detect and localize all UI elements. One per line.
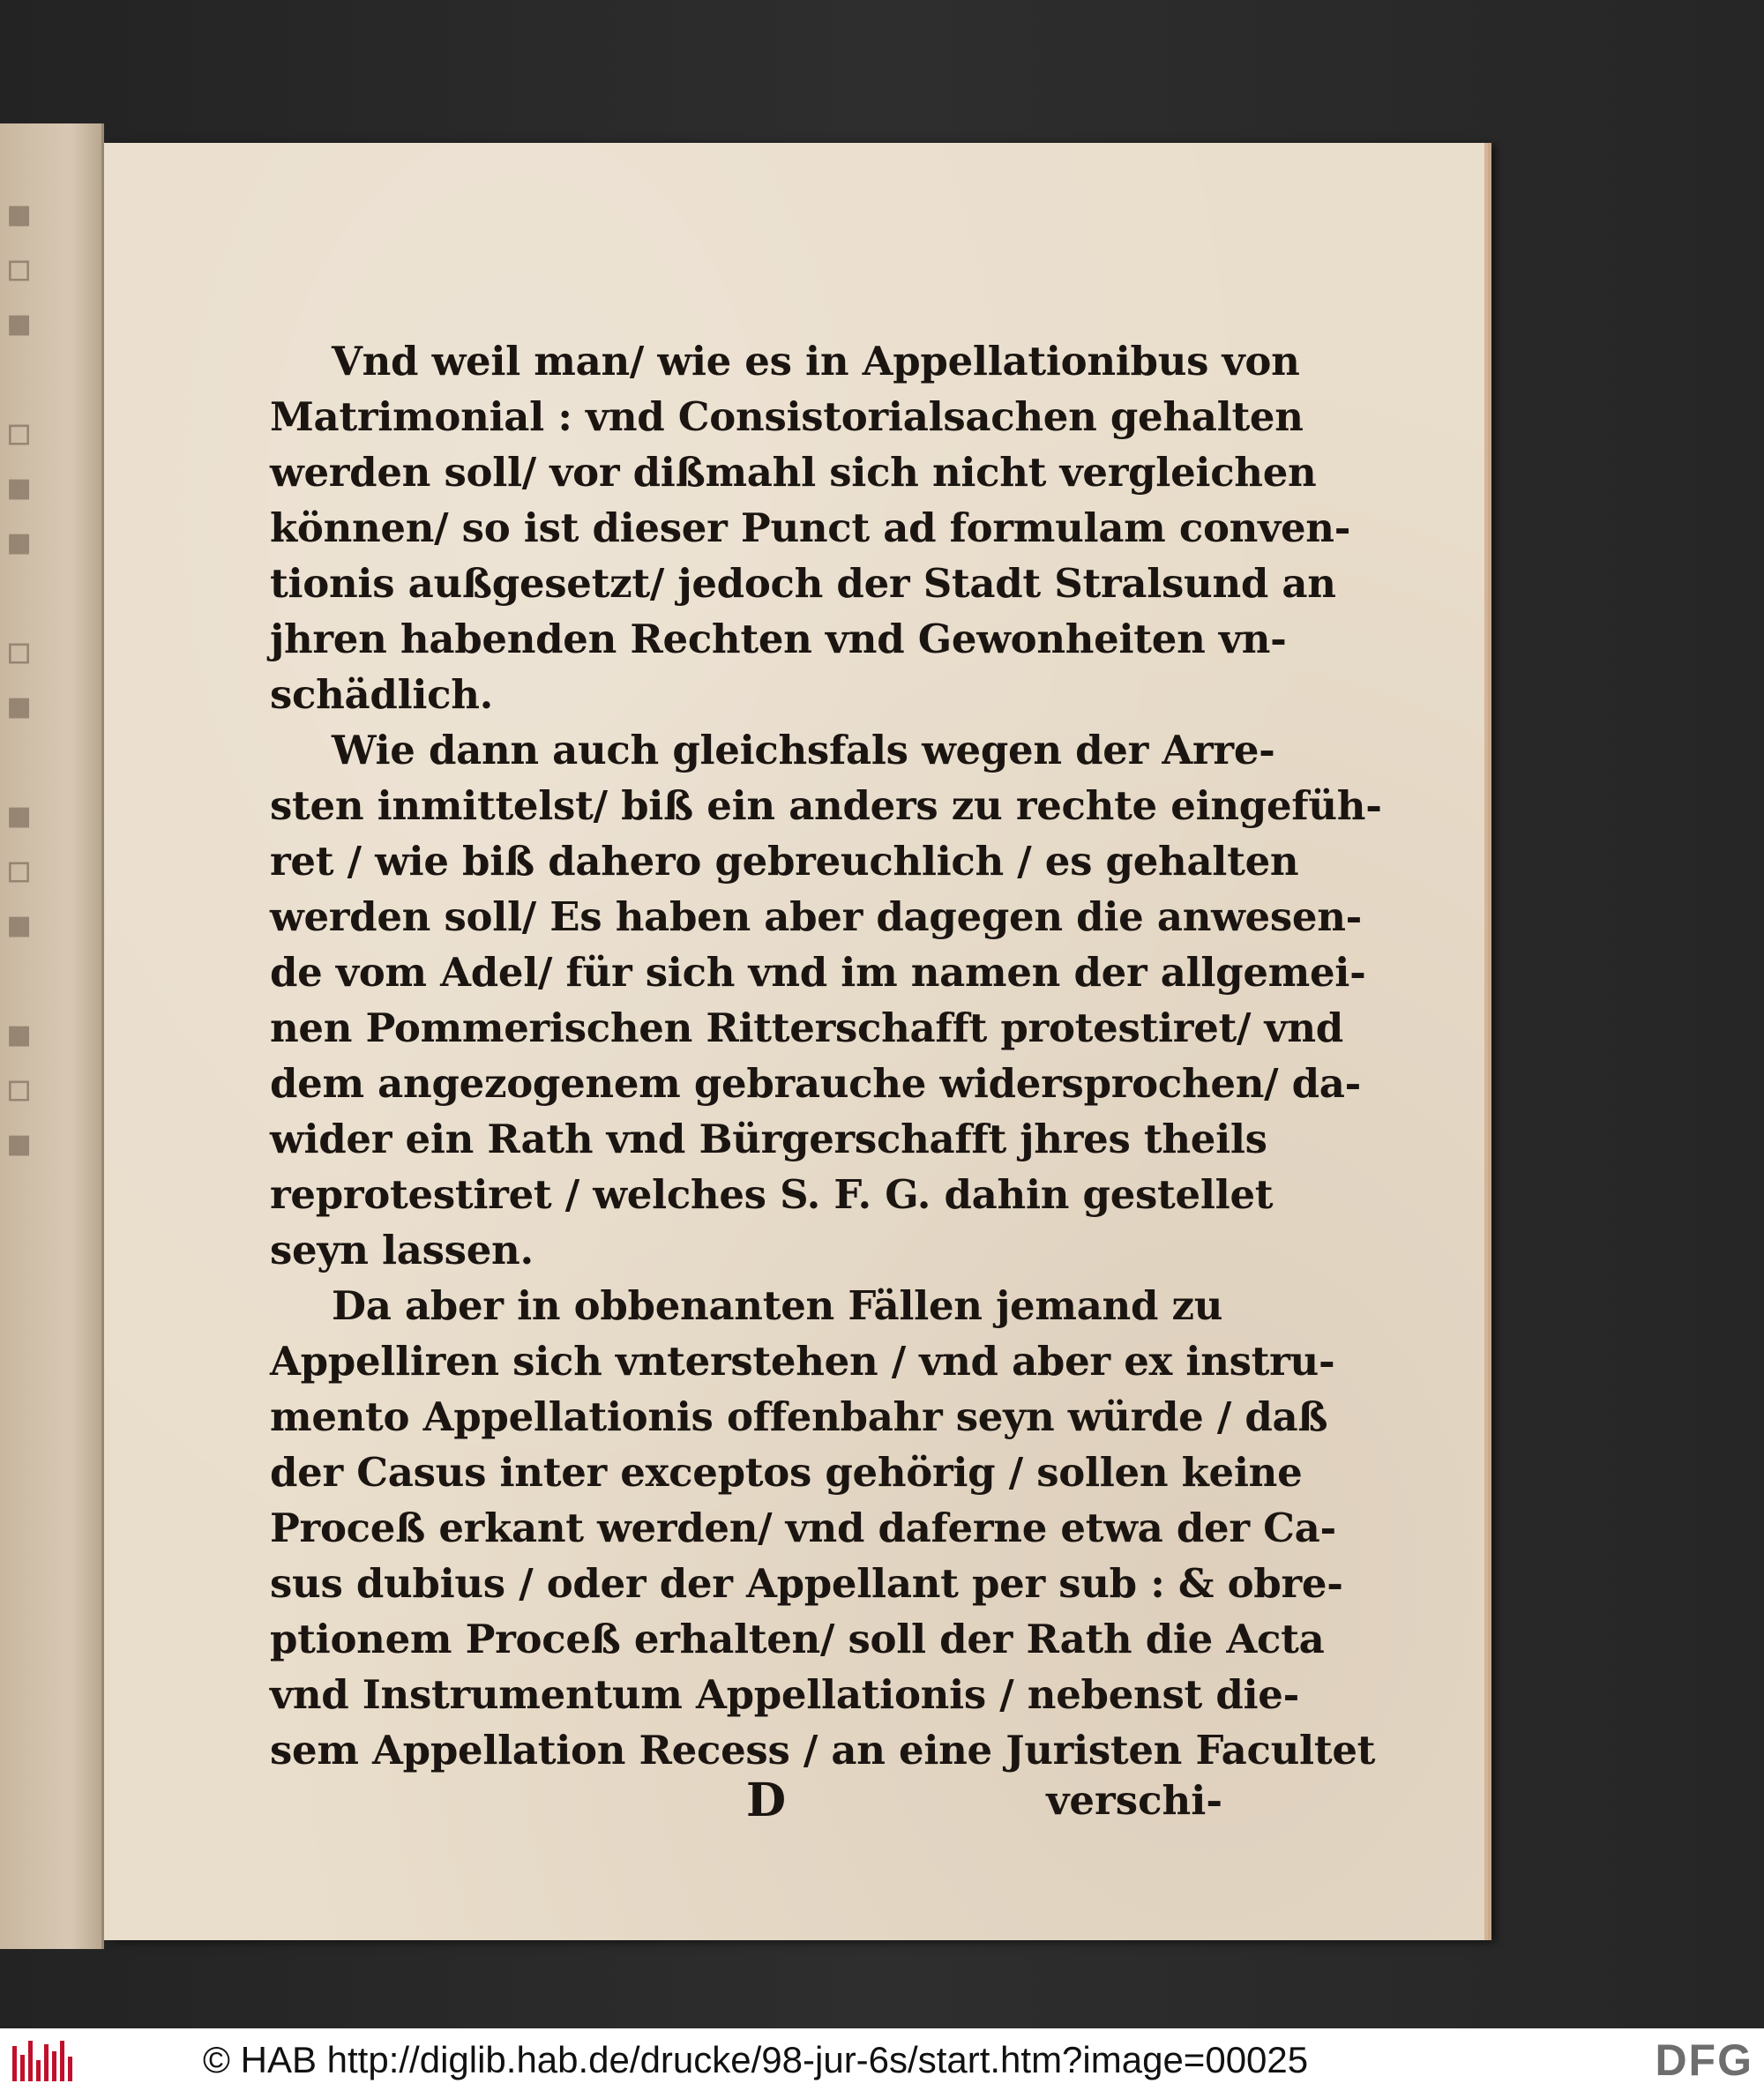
text-line: jhren habenden Rechten vnd Gewonheiten vn- (270, 616, 1287, 662)
text-line: nen Pommerischen Ritterschafft protestiret/ vnd (270, 1004, 1343, 1051)
text-line: Proceß erkant werden/ vnd daferne etwa der Ca- (270, 1505, 1336, 1551)
text-line: sus dubius / oder der Appellant per sub : & obre- (270, 1560, 1343, 1607)
page-text-block (270, 333, 1382, 1778)
text-line: sten inmittelst/ biß ein anders zu rechte eingefüh- (270, 782, 1382, 829)
text-line: Matrimonial : vnd Consistorialsachen gehalten (270, 393, 1304, 440)
page-foot-row (270, 1770, 1240, 1832)
text-line: seyn lassen. (270, 1227, 534, 1273)
text-line: de vom Adel/ für sich vnd im namen der allgemei- (270, 949, 1366, 996)
text-line: dem angezogenem gebrauche widersprochen/ da- (270, 1060, 1362, 1107)
text-line: reprotestiret / welches S. F. G. dahin gestellet (270, 1171, 1274, 1218)
text-line: Appelliren sich vnterstehen / vnd aber ex instru- (270, 1338, 1335, 1385)
text-line: der Casus inter exceptos gehörig / sollen keine (270, 1449, 1303, 1496)
text-line: ptionem Proceß erhalten/ soll der Rath die Acta (270, 1616, 1325, 1662)
hab-barcode-logo-icon (12, 2039, 76, 2081)
text-line: mento Appellationis offenbahr seyn würde / daß (270, 1393, 1328, 1440)
footer-bar (0, 2028, 1764, 2091)
text-line: wider ein Rath vnd Bürgerschafft jhres theils (270, 1116, 1267, 1162)
text-line: können/ so ist dieser Punct ad formulam conven- (270, 504, 1351, 551)
text-line: sem Appellation Recess / an eine Juristen Facultet (270, 1727, 1376, 1774)
previous-page-bleed-decoration: ▪ ▫ ▪ ▫ ▪ ▪ ▫ ▪ ▪ ▫ ▪ ▪ ▫ ▪ (5, 189, 34, 1166)
previous-page-edge (0, 123, 104, 1949)
text-line: Wie dann auch gleichsfals wegen der Arre- (332, 727, 1275, 773)
text-line: werden soll/ Es haben aber dagegen die anwesen- (270, 893, 1363, 940)
text-line: Da aber in obbenanten Fällen jemand zu (332, 1282, 1223, 1329)
text-line: ret / wie biß dahero gebreuchlich / es gehalten (270, 838, 1299, 885)
footer-credit-link[interactable]: © HAB http://diglib.hab.de/drucke/98-jur-6s/start.htm?image=00025 (203, 2039, 1309, 2080)
text-line: Vnd weil man/ wie es in Appellationibus von (332, 338, 1300, 385)
text-line: werden soll/ vor dißmahl sich nicht vergleichen (270, 449, 1317, 496)
text-line: vnd Instrumentum Appellationis / nebenst die- (270, 1671, 1300, 1718)
document-page (104, 143, 1488, 1940)
text-line: tionis außgesetzt/ jedoch der Stadt Stralsund an (270, 560, 1336, 607)
catchword: verschi- (1046, 1777, 1222, 1824)
dfg-logo: DFG (1655, 2035, 1753, 2085)
signature-mark: D (746, 1774, 787, 1827)
text-line: schädlich. (270, 671, 494, 718)
